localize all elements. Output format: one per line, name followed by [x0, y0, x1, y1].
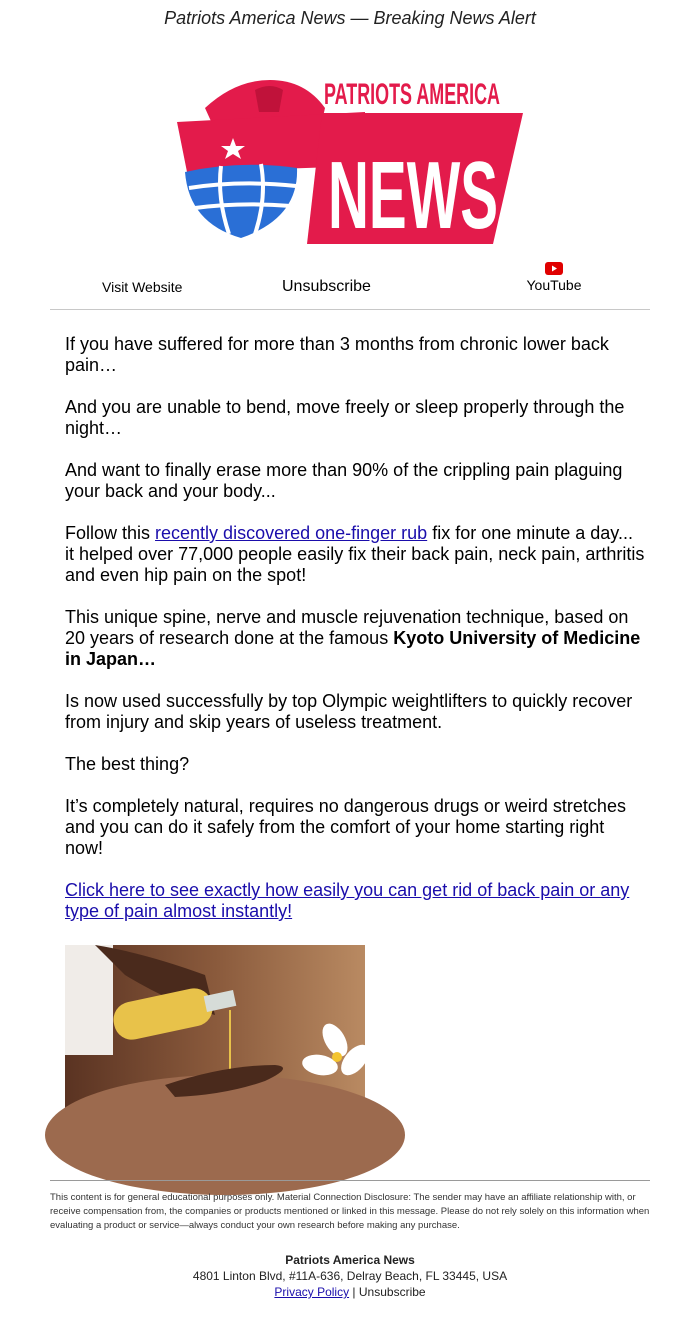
- top-navigation: [50, 262, 650, 310]
- one-finger-rub-link[interactable]: recently discovered one-finger rub: [155, 523, 428, 543]
- paragraph: And you are unable to bend, move freely or sleep properly through the night…: [65, 397, 625, 438]
- paragraph: Follow this recently discovered one-finger rub fix for one minute a day... it helped over 77,000 people easily fix their back pain, neck pain, arthritis and even hip pain on the spot!: [65, 523, 645, 585]
- youtube-link[interactable]: [526, 262, 582, 293]
- logo-main-text: NEWS: [328, 142, 498, 249]
- footer: [0, 1252, 700, 1300]
- patriots-america-news-logo[interactable]: [175, 68, 525, 250]
- kyoto-university-bold: Kyoto University of Medicine in Japan…: [65, 628, 641, 669]
- footer-company-name: Patriots America News: [285, 1253, 415, 1267]
- disclosure-text: This content is for general educational purposes only. Material Connection Disclosure: The sender may have an affiliate relationship with, or receive compensation from, the companies or products mentioned or linked in this message. Please do not rely solely on this information when evaluating a product or service—always conduct your own research before making any purchase.: [50, 1192, 650, 1231]
- cta-link[interactable]: Click here to see exactly how easily you can get rid of back pain or any type of pain almost instantly!: [65, 880, 630, 921]
- paragraph: And want to finally erase more than 90% of the crippling pain plaguing your back and your body...: [65, 460, 623, 501]
- unsubscribe-link-top[interactable]: Unsubscribe: [282, 278, 371, 295]
- paragraph: Is now used successfully by top Olympic weightlifters to quickly recover from injury and skip years of useless treatment.: [65, 691, 633, 732]
- paragraph: If you have suffered for more than 3 months from chronic lower back pain…: [65, 334, 609, 375]
- footer-address: 4801 Linton Blvd, #11A-636, Delray Beach, FL 33445, USA: [192, 1269, 508, 1283]
- visit-website-link[interactable]: Visit Website: [102, 279, 183, 295]
- paragraph: [65, 880, 645, 922]
- paragraph: This unique spine, nerve and muscle rejuvenation technique, based on 20 years of research done at the famous Kyoto University of Medicine in Japan…: [65, 607, 641, 669]
- unsubscribe-link-footer[interactable]: Unsubscribe: [358, 1285, 426, 1299]
- globe-icon: [185, 164, 297, 238]
- youtube-label: YouTube: [526, 277, 582, 293]
- logo-top-text: PATRIOTS AMERICA: [324, 78, 500, 111]
- youtube-icon: [545, 262, 563, 275]
- footer-separator: |: [349, 1285, 359, 1299]
- footer-links: [0, 1284, 700, 1300]
- footer-divider: [50, 1180, 650, 1181]
- paragraph: It’s completely natural, requires no dangerous drugs or weird stretches and you can do it safely from the comfort of your home starting right now!: [65, 796, 626, 858]
- preheader-text: Patriots America News — Breaking News Alert: [164, 8, 536, 28]
- privacy-policy-link[interactable]: Privacy Policy: [274, 1285, 350, 1299]
- paragraph: The best thing?: [65, 754, 190, 774]
- email-body: [65, 334, 645, 943]
- massage-photo[interactable]: [65, 945, 365, 1145]
